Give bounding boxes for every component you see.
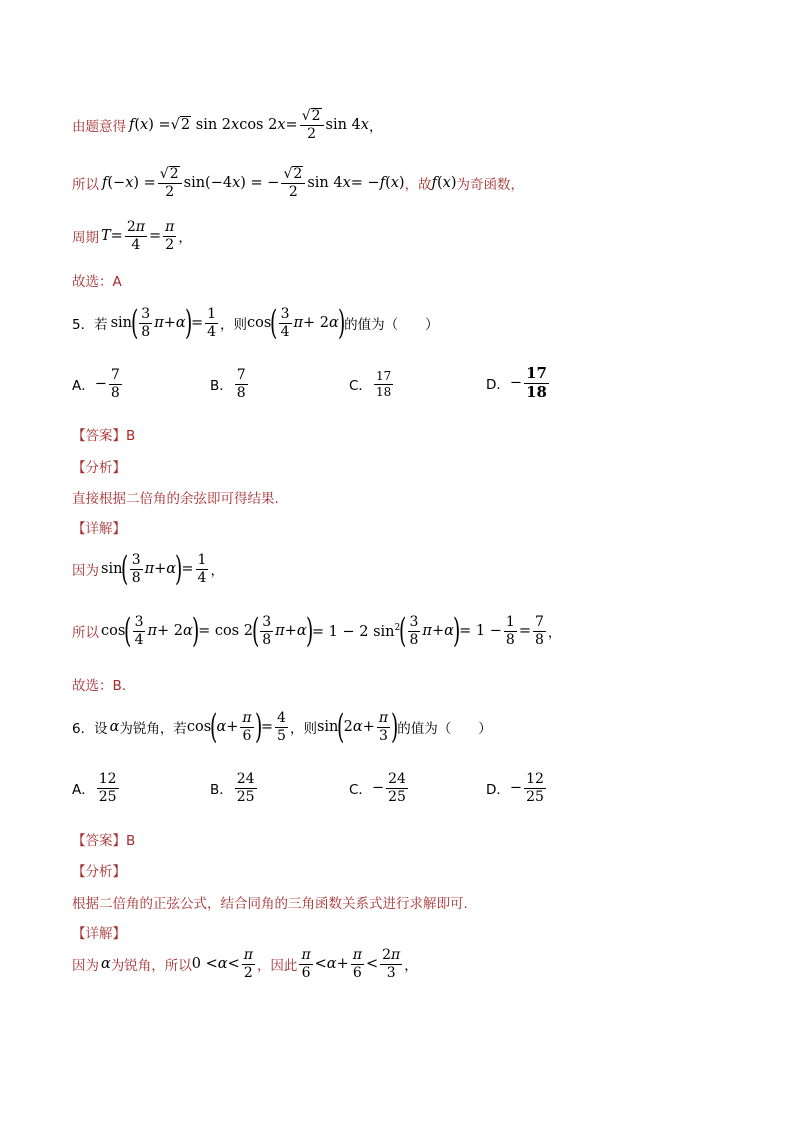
option-letter: D． — [486, 782, 510, 799]
option-letter: D． — [486, 377, 510, 394]
option-letter: C． — [349, 782, 372, 799]
option-d — [486, 772, 548, 804]
option-sign: − — [94, 376, 107, 393]
text: 因为 — [72, 563, 99, 579]
text: ， — [178, 230, 192, 247]
option-numerator: 12 — [98, 771, 117, 787]
q5-choice — [72, 674, 126, 694]
option-c — [349, 370, 395, 398]
text: 周期 — [72, 230, 99, 247]
q6-analysis — [72, 892, 468, 912]
text: ，则 — [220, 317, 248, 333]
option-sign: − — [371, 780, 385, 797]
option-denominator: 18 — [526, 382, 547, 401]
option-b — [210, 772, 259, 804]
question-number: 5．若 — [72, 317, 108, 333]
text: ， — [368, 118, 383, 135]
answer-label: 【答案】B — [72, 833, 136, 849]
q6-analysis-label — [72, 860, 126, 880]
option-denominator: 25 — [98, 788, 117, 805]
analysis-label: 【分析】 — [72, 460, 126, 476]
analysis-text: 根据二倍角的正弦公式，结合同角的三角函数关系式进行求解即可. — [72, 896, 468, 912]
text: 所以 — [72, 625, 99, 641]
answer-label: 【答案】B — [72, 428, 136, 444]
text: 的值为（ ） — [344, 317, 439, 333]
option-denominator: 18 — [375, 384, 392, 399]
option-numerator: 17 — [526, 364, 547, 382]
q5-analysis — [72, 487, 279, 507]
detail-label: 【详解】 — [72, 926, 126, 942]
text: ，因此 — [256, 958, 298, 975]
option-denominator: 25 — [526, 788, 544, 805]
text: 因为 — [72, 958, 99, 975]
option-d — [486, 366, 551, 401]
q6-detail-label — [72, 922, 126, 942]
q5-detail-1: 因为 sin ( $\frac{3}{8}$ π + α ) = $\frac{1}{4}$ ， — [72, 549, 224, 589]
option-a — [72, 368, 124, 400]
option-letter: A． — [72, 378, 95, 395]
question-number: 6．设 — [72, 721, 108, 737]
option-numerator: 7 — [236, 367, 246, 383]
q5-analysis-label — [72, 456, 126, 476]
option-letter: C． — [349, 378, 372, 395]
option-sign: − — [509, 780, 523, 797]
option-a — [72, 772, 121, 804]
q5-answer — [72, 424, 135, 444]
text: 为锐角，所以 — [110, 958, 192, 975]
text: 为锐角，若 — [119, 721, 187, 737]
text: 由题意得 — [72, 118, 126, 135]
question-6: 6．设 α 为锐角，若 cos ( α + $\frac{\pi}{6}$ ) = $\frac{4}{5}$ ，则 sin ( 2 α + $\frac{\pi}{3}$ ) 的值为（ ） — [72, 707, 492, 747]
q5-detail-2: 所以 cos ( $\frac{3}{4}$ π + 2 α ) = cos 2 ( $\frac{3}{8}$ π + α ) = 1 − 2 $\sin^2$ ( $\frac{3}{8}$ π + α ) = 1 − $\frac{1}{8}$ = $\frac{7}{8}$ ， — [72, 611, 562, 651]
text: 故选：B. — [72, 678, 127, 694]
option-denominator: 25 — [388, 788, 406, 805]
option-letter: A． — [72, 782, 95, 799]
text: ，则 — [289, 721, 317, 737]
option-c — [349, 772, 410, 804]
option-numerator: 24 — [388, 771, 406, 787]
q6-answer — [72, 829, 135, 849]
analysis-label: 【分析】 — [72, 864, 126, 880]
option-denominator: 8 — [236, 384, 246, 401]
text: 为奇函数， — [456, 176, 524, 193]
option-numerator: 24 — [236, 771, 255, 787]
question-5: 5．若 sin ( $\frac{3}{8}$ π + α ) = $\frac{1}{4}$ ，则 cos ( $\frac{3}{4}$ π + 2 α ) 的值为（ ） — [72, 303, 439, 343]
option-numerator: 7 — [110, 367, 120, 383]
text: 的值为（ ） — [397, 721, 492, 737]
text: 所以 — [72, 176, 99, 193]
q6-detail-1: 因为 α 为锐角，所以 0 < α < $\frac{\pi}{2}$ ，因此 $\frac{\pi}{6}$ < α + $\frac{\pi}{6}$ < $\frac{2\pi}{3}$ ， — [72, 947, 418, 981]
option-numerator: 12 — [526, 771, 544, 787]
option-b — [210, 368, 250, 400]
option-denominator: 8 — [110, 384, 120, 401]
option-letter: B． — [210, 782, 233, 799]
option-numerator: 17 — [375, 369, 392, 383]
solution-line-2: 所以 f (− x ) = √ 2 2 sin(−4 x ) = − √ 2 2 sin 4 x = − f ( x ) ，故 f ( x ) 为奇函数， — [72, 166, 524, 200]
solution-choice — [72, 270, 122, 290]
detail-label: 【详解】 — [72, 521, 126, 537]
analysis-text: 直接根据二倍角的余弦即可得结果. — [72, 491, 279, 507]
text: 故选：A — [72, 274, 122, 290]
option-sign: − — [509, 375, 523, 392]
q5-detail-label — [72, 517, 126, 537]
option-letter: B． — [210, 378, 233, 395]
text: ，故 — [404, 176, 432, 193]
option-denominator: 25 — [236, 788, 255, 805]
solution-line-3: 周期 T = $\frac{2\pi}{4}$ = $\frac{\pi}{2}$ ， — [72, 219, 192, 253]
solution-line-1: 由题意得 f ( x ) = √ 2 sin 2 x cos 2 x = √ 2 2 sin 4 x ， — [72, 108, 383, 142]
